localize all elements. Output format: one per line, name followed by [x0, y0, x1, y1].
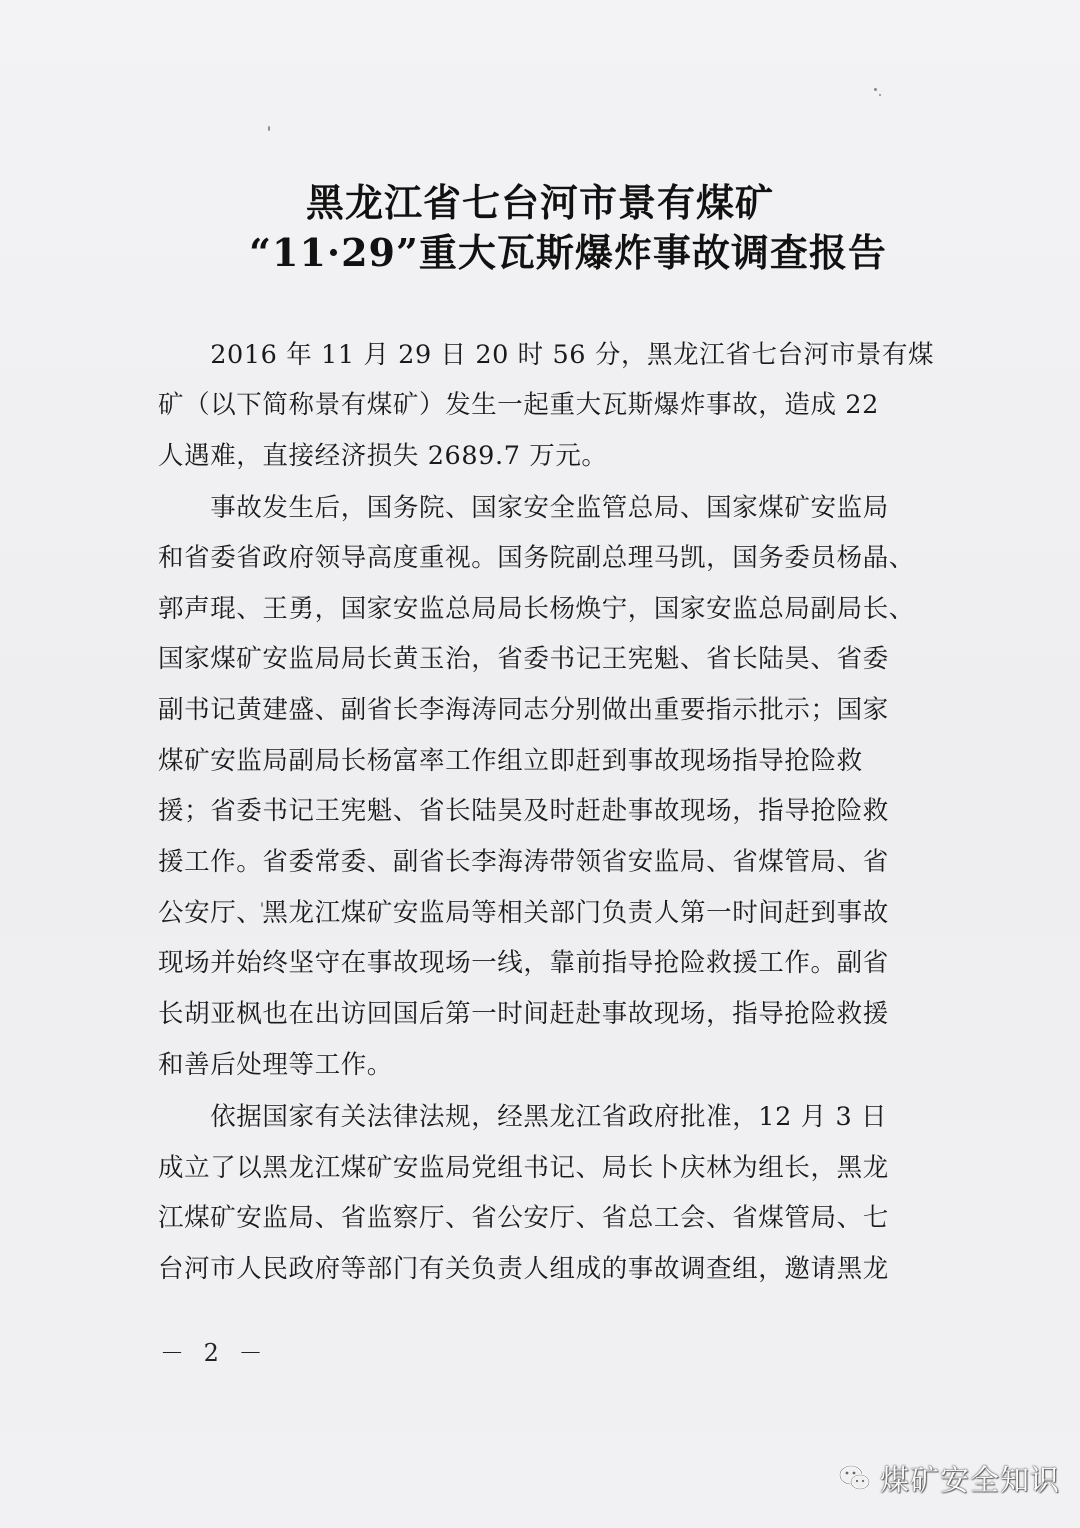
- body-text-line: 公安厅、黑龙江煤矿安监局等相关部门负责人第一时间赶到事故: [158, 898, 889, 928]
- body-text-line: 煤矿安监局副局长杨富率工作组立即赶到事故现场指导抢险救: [158, 746, 863, 776]
- body-text-line: 台河市人民政府等部门有关负责人组成的事故调查组，邀请黑龙: [158, 1254, 889, 1284]
- scan-speck: [879, 94, 881, 96]
- body-text-line: 副书记黄建盛、副省长李海涛同志分别做出重要指示批示；国家: [158, 695, 889, 725]
- body-text-line: 援工作。省委常委、副省长李海涛带领省安监局、省煤管局、省: [158, 847, 889, 877]
- body-text-line: 和善后处理等工作。: [158, 1050, 393, 1080]
- scan-speck: [874, 88, 877, 91]
- body-text-line: 人遇难，直接经济损失 2689.7 万元。: [158, 441, 608, 471]
- body-text-line: 事故发生后，国务院、国家安全监管总局、国家煤矿安监局: [158, 493, 889, 523]
- body-text-line: 江煤矿安监局、省监察厅、省公安厅、省总工会、省煤管局、七: [158, 1203, 889, 1233]
- watermark-text: 煤矿安全知识: [880, 1462, 1061, 1497]
- body-text-line: 2016 年 11 月 29 日 20 时 56 分，黑龙江省七台河市景有煤: [158, 340, 935, 370]
- report-title-line-1: 黑龙江省七台河市景有煤矿: [305, 180, 774, 225]
- body-text-line: 和省委省政府领导高度重视。国务院副总理马凯，国务委员杨晶、: [158, 543, 915, 573]
- wechat-icon: [838, 1463, 872, 1493]
- body-text-line: 成立了以黑龙江煤矿安监局党组书记、局长卜庆林为组长，黑龙: [158, 1153, 889, 1183]
- source-watermark: [838, 1458, 1060, 1498]
- body-text-line: 矿（以下简称景有煤矿）发生一起重大瓦斯爆炸事故，造成 22: [158, 390, 879, 420]
- body-text-line: 郭声琨、王勇，国家安监总局局长杨焕宁，国家安监总局副局长、: [158, 594, 915, 624]
- body-text-line: 依据国家有关法律法规，经黑龙江省政府批准，12 月 3 日: [158, 1102, 888, 1132]
- body-text-line: 国家煤矿安监局局长黄玉治，省委书记王宪魁、省长陆昊、省委: [158, 644, 889, 674]
- body-text-line: 援；省委书记王宪魁、省长陆昊及时赶赴事故现场，指导抢险救: [158, 796, 889, 826]
- scan-speck: [268, 126, 270, 131]
- body-text-line: 现场并始终坚守在事故现场一线，靠前指导抢险救援工作。副省: [158, 948, 889, 978]
- body-text-line: 长胡亚枫也在出访回国后第一时间赶赴事故现场，指导抢险救援: [158, 999, 889, 1029]
- page-number: － 2 －: [160, 1339, 269, 1367]
- report-title-line-2: “11·29”重大瓦斯爆炸事故调查报告: [249, 230, 887, 275]
